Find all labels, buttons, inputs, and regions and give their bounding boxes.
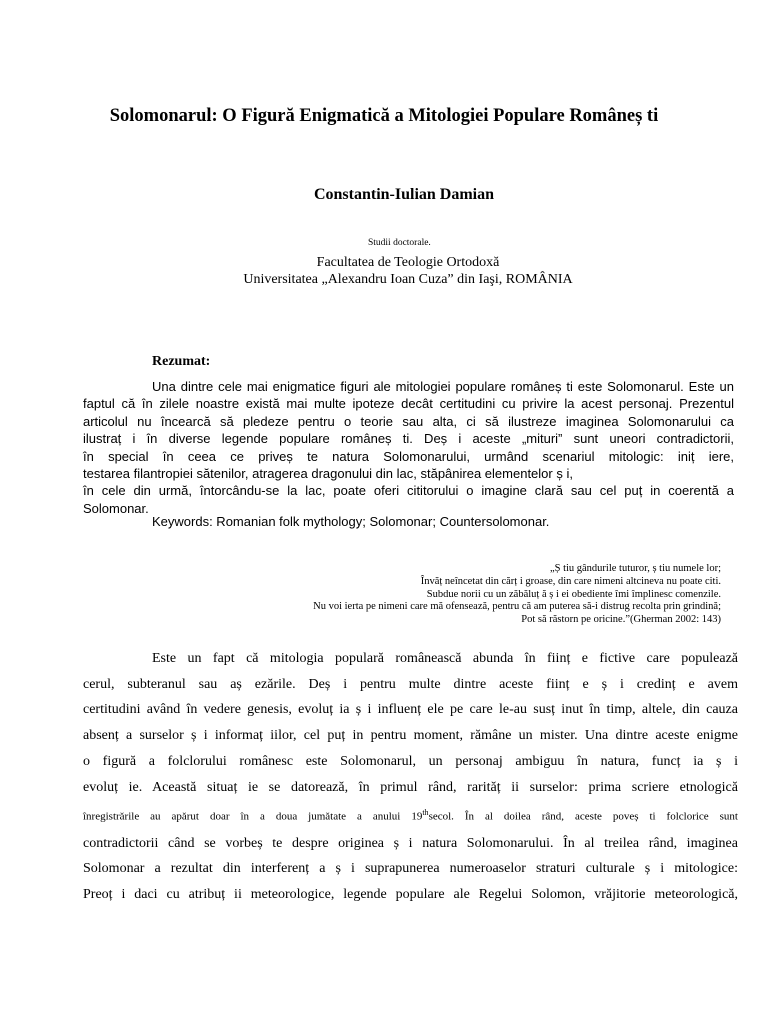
body-line: Preoț i daci cu atribuț ii meteorologice, legende populare ale Regelui Solomon, vrăjitorie meteorologică,: [83, 886, 738, 902]
abstract-line: Una dintre cele mai enigmatice figuri ale mitologiei populare româneș ti este Solomonarul. Este un: [152, 379, 734, 394]
keywords: Keywords: Romanian folk mythology; Solomonar; Countersolomonar.: [152, 514, 550, 529]
body-paragraph: [83, 646, 738, 908]
quote-line: Pot să răstorn pe oricine.”(Gherman 2002: 143): [521, 614, 721, 626]
affiliation-university: Universitatea „Alexandru Ioan Cuza” din Iaşi, ROMÂNIA: [243, 272, 573, 287]
body-line: Solomonar a rezultat din interferenț a ș i suprapunerea numeroaselor straturi culturale ș i mitologice:: [83, 861, 738, 877]
abstract-line: ilustraț i în diverse legende populare româneș ti. Deș i aceste „mituri” sunt uneori contradictorii,: [83, 431, 734, 447]
author-name: Constantin-Iulian Damian: [313, 186, 495, 203]
paper-title: Solomonarul: O Figură Enigmatică a Mitologiei Populare Româneș ti: [109, 106, 659, 126]
body-line: Este un fapt că mitologia populară românească abunda în ființ e fictive care populează: [152, 651, 738, 666]
abstract-line: în cele din urmă, întorcându-se la lac, poate oferi cititorului o imagine clară sau cel puț in coerentă a: [83, 483, 734, 499]
body-line: cerul, subteranul sau aș ezările. Deș i pentru multe dintre aceste ființ e ș i credinț e avem: [83, 676, 738, 692]
body-line: o figură a folclorului românesc este Solomonarul, un personaj ambiguu în natura, funcț ia ș i: [83, 753, 738, 769]
abstract-line: Solomonar.: [83, 500, 149, 516]
epigraph-quote: [121, 563, 721, 627]
body-line: certitudini având în vedere genesis, evoluț ia ș i influenț ele pe care le-au susț inut în timp, altele, din cauza: [83, 702, 738, 718]
body-line-part: secol. În al doilea rând, aceste poveș ti folclorice sunt: [428, 810, 738, 823]
abstract-heading: Rezumat:: [152, 354, 211, 369]
abstract-line: articolul nu încearcă să pledeze pentru o teorie sau alta, ci să ilustreze imaginea Solomonarului ca: [83, 413, 734, 429]
quote-line: „Ș tiu gândurile tuturor, ș tiu numele lor;: [549, 563, 721, 574]
abstract-line: în special în ceea ce priveș te natura Solomonarului, urmând scenariul mitologic: iniț iere,: [83, 448, 734, 464]
body-line: evoluț ie. Această situaț ie se datorează, în primul rând, rarităț ii surselor: prima scriere etnologică: [83, 779, 738, 795]
quote-line: Subdue norii cu un zăbăluț ă ș i ei obediente îmi împlinesc comenzile.: [426, 588, 721, 600]
author-status-note: Studii doctorale.: [368, 238, 431, 248]
abstract-line: faptul că în zilele noastre există mai multe ipoteze decât certitudini cu privire la acest personaj. Prezentul: [83, 396, 734, 412]
body-line: contradictorii când se vorbeș te despre originea ș i natura Solomonarului. În al treilea rând, imaginea: [83, 835, 738, 851]
quote-line: Nu voi ierta pe nimeni care mă ofensează, pentru că am puterea să-i distrug recolta prin grindină;: [313, 601, 721, 613]
quote-line: Învăț neîncetat din cărț i groase, din care nimeni altcineva nu poate citi.: [420, 575, 721, 587]
body-line: [83, 800, 738, 830]
abstract-line: testarea filantropiei sătenilor, atragerea dragonului din lac, stăpânirea elementelor ș i,: [83, 466, 573, 482]
abstract-text: [83, 378, 734, 517]
affiliation-faculty: Facultatea de Teologie Ortodoxă: [316, 255, 500, 270]
body-line-part: înregistrările au apărut doar în a doua jumătate a anului 19: [83, 810, 423, 823]
body-line: absenț a surselor ș i informaț iilor, cel puț in pentru moment, rămâne un mister. Una dintre aceste enigme: [83, 728, 738, 744]
ordinal-superscript: th: [422, 808, 429, 818]
